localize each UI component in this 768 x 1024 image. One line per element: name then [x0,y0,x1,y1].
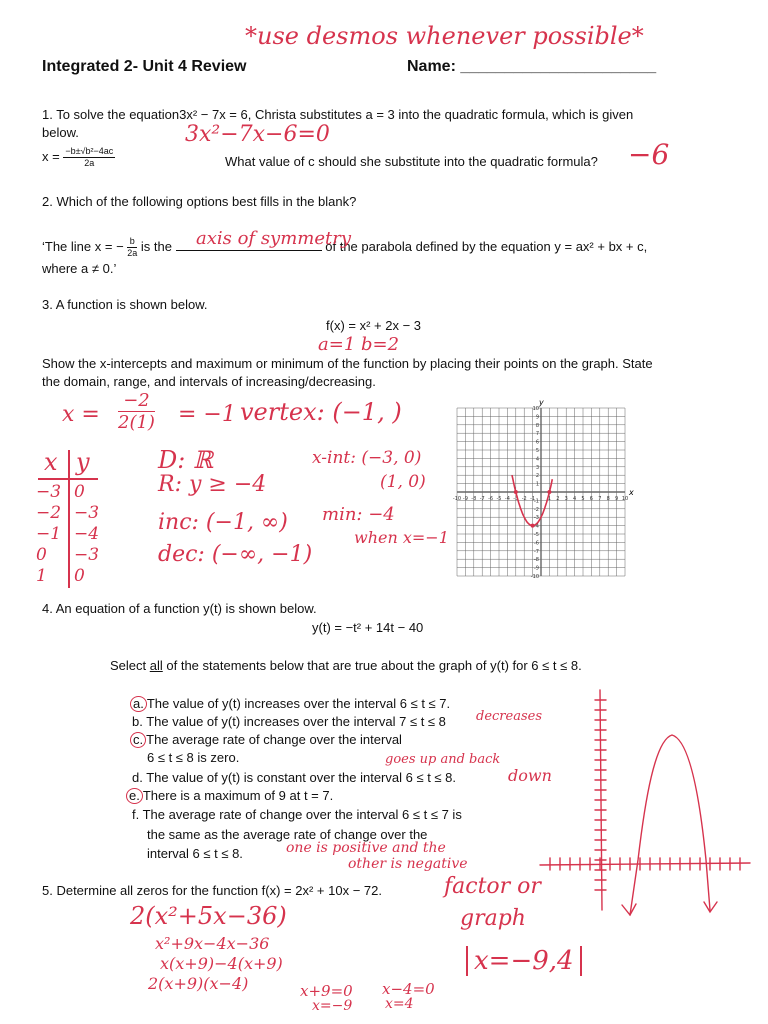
q3-hw-increasing: inc: (−1, ∞) [158,510,288,535]
formula-fraction [63,146,115,169]
q3-hw-x-num: −2 [118,390,155,412]
q4-option-c-line2: 6 ≤ t ≤ 8 is zero. [147,750,240,765]
q3-hw-x-result: = −1 [178,402,236,427]
q4-option-e [126,787,333,804]
grid-x-tick: -2 [521,496,527,502]
q4-select-pre: Select [110,658,150,673]
sketch-x-axis [540,863,750,865]
q3-hw-when: when x=−1 [354,528,449,547]
q4-option-f-line2: the same as the average rate of change over the [147,827,428,842]
q3-hw-domain: D: ℝ [158,446,213,474]
q3-instructions-1: Show the x-intercepts and maximum or minimum of the function by placing their points on the graph. State [42,356,653,371]
grid-y-tick: -4 [534,523,539,530]
grid-y-tick: -9 [534,565,539,572]
q2-stmt-post: of the parabola defined by the equation y = ax² + bx + c, [325,238,648,254]
formula-denominator: 2a [84,158,95,168]
grid-x-tick: -7 [479,496,485,502]
grid-x-tick: 5 [581,496,585,502]
q4-hand-sketch [530,680,762,930]
q3-hw-x-label: x = [62,402,100,427]
grid-y-tick: 9 [535,414,539,421]
table-y-value: −4 [74,524,100,544]
grid-x-tick: -5 [496,496,502,502]
q3-hw-vertex: vertex: (−1, ) [240,398,402,426]
q1-hw-equation: 3x²−7x−6=0 [185,122,330,147]
sketch-parabola [630,735,710,915]
q3-hw-x-fraction [118,390,155,433]
table-head-x: x [44,448,58,476]
q4-select-all: all [149,658,163,673]
grid-y-tick: -5 [534,532,539,538]
table-y-value: −3 [74,503,100,523]
table-x-value: 1 [36,566,47,586]
q4-select-instruction [110,657,582,674]
q4-hw-other-is: other is negative [348,856,468,872]
q2-frac-num: b [127,236,137,248]
sketch-arrow-right [704,902,717,912]
grid-x-tick: 8 [606,496,610,502]
grid-y-tick: 10 [532,406,539,412]
grid-y-tick: -10 [530,574,539,580]
q3-xy-table [38,448,98,590]
grid-x-tick: 2 [556,496,560,502]
table-x-value: 0 [36,545,47,565]
option-a-circle: a. [130,696,147,712]
grid-y-tick: 7 [535,431,539,438]
q2-text-line3: where a ≠ 0.’ [42,261,117,276]
q4-function: y(t) = −t² + 14t − 40 [312,620,424,635]
q5-hw-eq2: x−4=0 [382,980,435,998]
q1-question: What value of c should she substitute into the quadratic formula? [225,154,598,169]
sketch-arrow-left [622,904,636,915]
grid-y-tick: -2 [534,506,539,513]
q5-hw-step1: 2(x²+5x−36) [130,902,287,930]
table-y-value: −3 [74,545,100,565]
grid-y-tick: -7 [534,548,539,555]
grid-x-tick: -4 [504,496,510,502]
formula-lhs: x = [42,148,60,164]
grid-y-tick: 2 [535,473,539,480]
option-c-text: The average rate of change over the interval [146,732,402,747]
grid-x-tick: 10 [621,496,629,502]
table-y-value: 0 [74,566,85,586]
q2-text-line1: 2. Which of the following options best fills in the blank? [42,194,357,209]
grid-y-tick: -3 [534,515,539,522]
q1-text-line2: below. [42,125,79,140]
coordinate-grid [446,388,636,583]
grid-x-tick: -6 [488,496,494,502]
q5-hw-step2: x²+9x−4x−36 [155,934,270,953]
grid-y-tick: 3 [535,464,539,471]
q5-hw-sol1: x=−9 [312,998,353,1014]
q3-hw-range: R: y ≥ −4 [158,472,267,497]
table-head-y: y [76,448,90,476]
option-e-text: There is a maximum of 9 at t = 7. [142,788,334,803]
grid-y-tick: -1 [534,498,539,505]
axis-x-label: x [629,488,634,497]
q3-hw-xint: x-int: (−3, 0) [312,448,422,468]
table-divider-horizontal [38,478,98,480]
q2-answer-blank [176,250,322,251]
page-title: Integrated 2- Unit 4 Review [42,58,247,75]
q5-hw-eq1: x+9=0 [300,982,353,1000]
q4-hw-goes-up: goes up and back [385,752,501,767]
table-y-value: 0 [74,482,85,502]
grid-x-tick: 6 [589,496,593,502]
grid-x-tick: 4 [573,496,577,502]
name-label: Name: ______________________ [407,58,657,75]
q4-option-b: b. The value of y(t) increases over the interval 7 ≤ t ≤ 8 [132,714,446,729]
q4-option-f-line3: interval 6 ≤ t ≤ 8. [147,846,243,861]
q4-select-post: of the statements below that are true about the graph of y(t) for 6 ≤ t ≤ 8. [162,658,582,673]
grid-y-tick: 5 [535,448,539,454]
q1-text-line1: 1. To solve the equation3x² − 7x = 6, Christa substitutes a = 3 into the quadratic formula, which is given [42,107,634,122]
quadratic-formula [42,146,115,169]
grid-y-tick: 8 [535,422,539,429]
grid-y-tick: -8 [534,557,539,564]
q3-function: f(x) = x² + 2x − 3 [326,318,422,333]
q5-hw-sol2: x=4 [385,996,414,1012]
q2-fraction [127,236,137,259]
grid-x-tick: 3 [564,496,568,502]
q5-hw-graph: graph [460,906,526,931]
q1-hw-answer: −6 [628,138,670,171]
table-x-value: −3 [36,482,62,502]
q4-text-line1: 4. An equation of a function y(t) is shown below. [42,601,317,616]
q4-hw-down: down [508,766,552,785]
q4-option-a [130,695,450,712]
q3-instructions-2: the domain, range, and intervals of increasing/decreasing. [42,374,376,389]
grid-x-tick: 7 [598,496,602,502]
grid-x-tick: -8 [471,496,477,502]
q3-text-line1: 3. A function is shown below. [42,297,208,312]
grid-x-tick: -1 [530,496,536,502]
sketch-tick-marks [550,700,740,890]
q3-hw-min: min: −4 [322,504,395,525]
grid-x-tick: 1 [547,496,551,502]
q2-frac-den: 2a [127,248,138,258]
q2-hw-answer: axis of symmetry [196,228,352,249]
handwritten-note: *use desmos whenever possible* [245,22,644,50]
grid-x-tick: 9 [615,496,619,502]
q4-option-f: f. The average rate of change over the interval 6 ≤ t ≤ 7 is [132,807,462,822]
q3-hw-xint2: (1, 0) [380,472,426,492]
grid-lines [457,408,625,576]
table-divider-vertical [68,450,70,588]
q5-hw-final-answer: x=−9,4 [466,946,582,976]
q4-option-d: d. The value of y(t) is constant over the interval 6 ≤ t ≤ 8. [132,770,457,785]
axis-y-label: y [539,398,544,407]
table-x-value: −1 [36,524,62,544]
option-a-text: The value of y(t) increases over the interval 6 ≤ t ≤ 7. [146,696,451,711]
q3-hw-x-den: 2(1) [118,412,155,433]
grid-y-tick: -6 [534,540,539,547]
q3-hw-ab: a=1 b=2 [318,334,400,355]
grid-y-tick: 1 [535,481,539,488]
q2-stmt-is: is the [140,238,172,254]
option-c-circle: c. [130,732,146,748]
grid-y-tick: 4 [535,456,539,463]
q5-text-line1: 5. Determine all zeros for the function f(x) = 2x² + 10x − 72. [42,883,382,898]
table-x-value: −2 [36,503,62,523]
q5-hw-step4: 2(x+9)(x−4) [148,974,249,993]
grid-x-tick: -9 [462,496,468,502]
q4-option-c [130,731,402,748]
q5-hw-factor: factor or [444,874,541,899]
q5-hw-step3: x(x+9)−4(x+9) [160,954,283,973]
grid-x-tick: -3 [513,496,519,502]
option-e-circle: e. [126,788,143,804]
formula-numerator: −b±√b²−4ac [65,146,114,156]
q4-hw-decreases: decreases [476,709,542,724]
grid-x-tick: -10 [452,496,462,502]
q4-hw-one-is: one is positive and the [286,840,446,856]
q2-stmt-pre: ‘The line x = − [42,238,124,254]
q3-hw-decreasing: dec: (−∞, −1) [158,542,313,567]
grid-y-tick: 6 [535,439,539,446]
